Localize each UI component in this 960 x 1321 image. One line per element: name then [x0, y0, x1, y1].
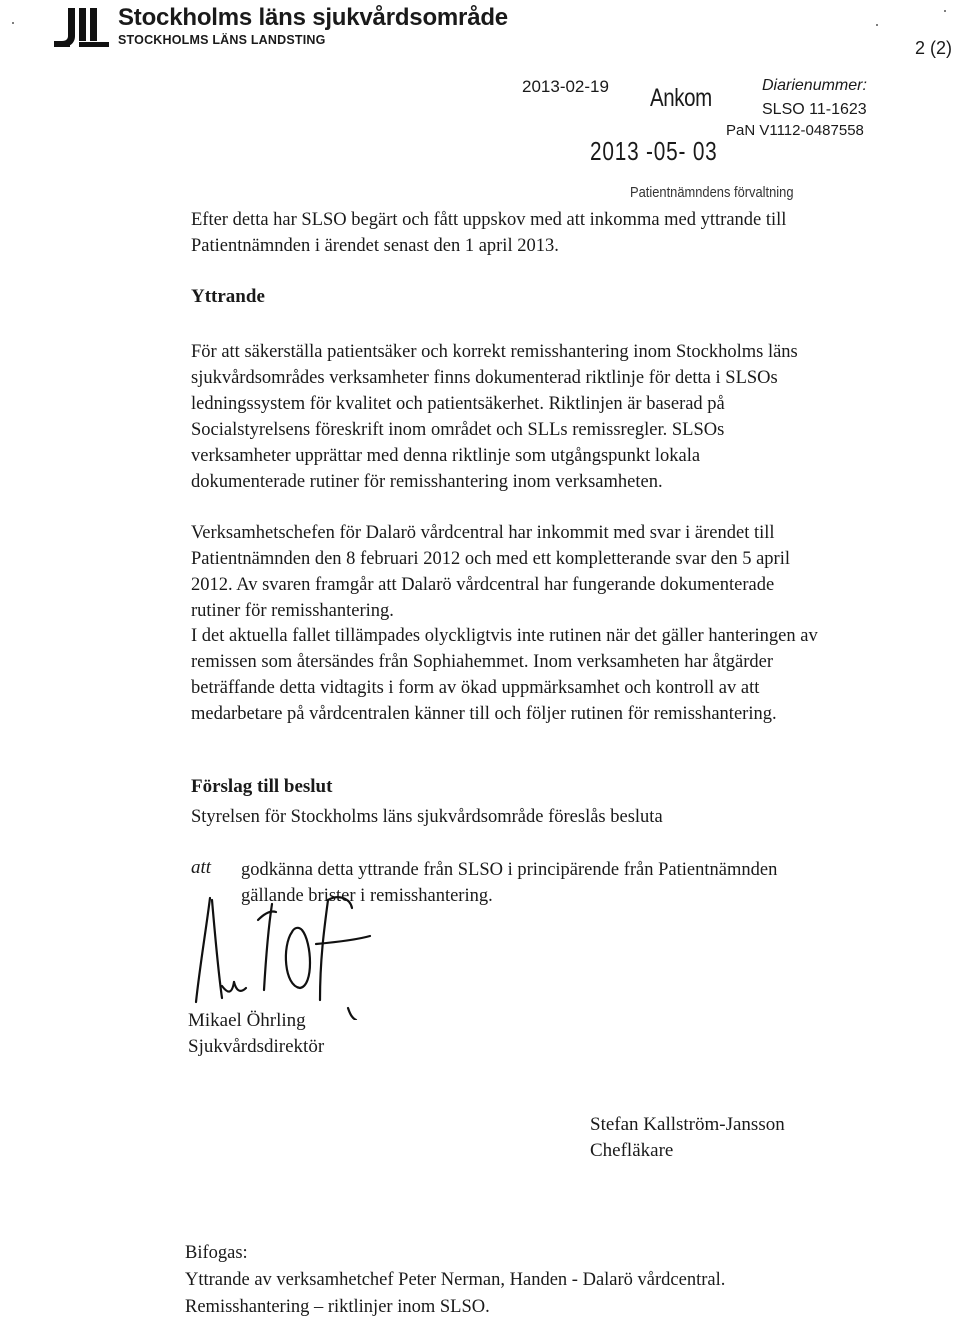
attachment-item: Yttrande av verksamhetchef Peter Nerman, Handen - Dalarö vårdcentral.: [185, 1270, 726, 1290]
received-stamp-date: 2013 -05- 03: [590, 136, 718, 166]
organization-name: Stockholms läns sjukvårdsområde: [118, 4, 508, 31]
signer-mikael: [188, 1008, 324, 1060]
yttrande-paragraph-2: [191, 520, 941, 624]
signer-name: Stefan Kallström-Jansson: [590, 1114, 785, 1135]
text-line: medarbetare på vårdcentralen känner till och följer rutinen för remisshantering.: [191, 704, 777, 724]
text-line: Patientnämnden i ärendet senast den 1 april 2013.: [191, 236, 559, 256]
text-line: beträffande detta vidtagits i form av ökad uppmärksamhet och kontroll av att: [191, 678, 760, 698]
attachments-label: Bifogas:: [185, 1243, 248, 1263]
text-line: godkänna detta yttrande från SLSO i principärende från Patientnämnden: [241, 860, 778, 880]
yttrande-paragraph-3: [191, 623, 941, 727]
organization-subtitle: STOCKHOLMS LÄNS LANDSTING: [118, 33, 326, 47]
attachments-block: [185, 1240, 725, 1321]
text-line: Verksamhetschefen för Dalarö vårdcentral har inkommit med svar i ärendet till: [191, 523, 775, 543]
scan-speck: [876, 24, 878, 26]
signer-title: Chefläkare: [590, 1140, 674, 1161]
yttrande-paragraph-1: [191, 339, 941, 495]
styrelsen-line: Styrelsen för Stockholms läns sjukvårdsområde föreslås besluta: [191, 807, 663, 827]
received-stamp-office: Patientnämndens förvaltning: [630, 184, 794, 201]
text-line: sjukvårdsområdes verksamheter finns dokumenterad riktlinje för detta i SLSOs: [191, 368, 778, 388]
text-line: För att säkerställa patientsäker och korrekt remisshantering inom Stockholms läns: [191, 342, 798, 362]
text-line: rutiner för remisshantering.: [191, 601, 394, 621]
attachment-item: Remisshantering – riktlinjer inom SLSO.: [185, 1297, 490, 1317]
text-line: Patientnämnden den 8 februari 2012 och med ett kompletterande svar den 5 april: [191, 549, 791, 569]
signer-name: Mikael Öhrling: [188, 1010, 306, 1031]
page-number: 2 (2): [914, 38, 952, 58]
scan-speck: [12, 22, 14, 24]
diarienummer-slso: SLSO 11-1623: [762, 101, 867, 118]
section-heading-yttrande: Yttrande: [191, 286, 265, 307]
section-heading-forslag: Förslag till beslut: [191, 776, 333, 797]
scan-speck: [944, 10, 946, 12]
text-line: 2012. Av svaren framgår att Dalarö vårdcentral har fungerande dokumenterade: [191, 575, 775, 595]
sll-logo-icon: [48, 6, 114, 50]
signer-title: Sjukvårdsdirektör: [188, 1036, 325, 1057]
signer-stefan: [590, 1112, 785, 1164]
text-line: verksamheter upprättar med denna riktlinje som utgångspunkt lokala: [191, 446, 701, 466]
att-keyword: att: [191, 857, 212, 878]
diarienummer-label: Diarienummer:: [762, 77, 867, 94]
intro-paragraph: [191, 207, 941, 259]
text-line: remissen som återsändes från Sophiahemmet. Inom verksamheten har åtgärder: [191, 652, 774, 672]
document-date: 2013-02-19: [522, 77, 609, 96]
text-line: Efter detta har SLSO begärt och fått uppskov med att inkomma med yttrande till: [191, 210, 787, 230]
text-line: gällande brister i remisshantering.: [241, 886, 493, 906]
diarienummer-pan: PaN V1112-0487558: [726, 122, 864, 139]
text-line: I det aktuella fallet tillämpades olyckligtvis inte rutinen när det gäller hanteringen av: [191, 626, 818, 646]
received-stamp-label: Ankom: [650, 84, 712, 112]
text-line: Socialstyrelsens föreskrift inom området och SLLs remissregler. SLSOs: [191, 420, 725, 440]
handwritten-signature-icon: [188, 890, 378, 1020]
text-line: ledningssystem för kvalitet och patientsäkerhet. Riktlinjen är baserad på: [191, 394, 725, 414]
text-line: dokumenterade rutiner för remisshantering inom verksamheten.: [191, 472, 663, 492]
